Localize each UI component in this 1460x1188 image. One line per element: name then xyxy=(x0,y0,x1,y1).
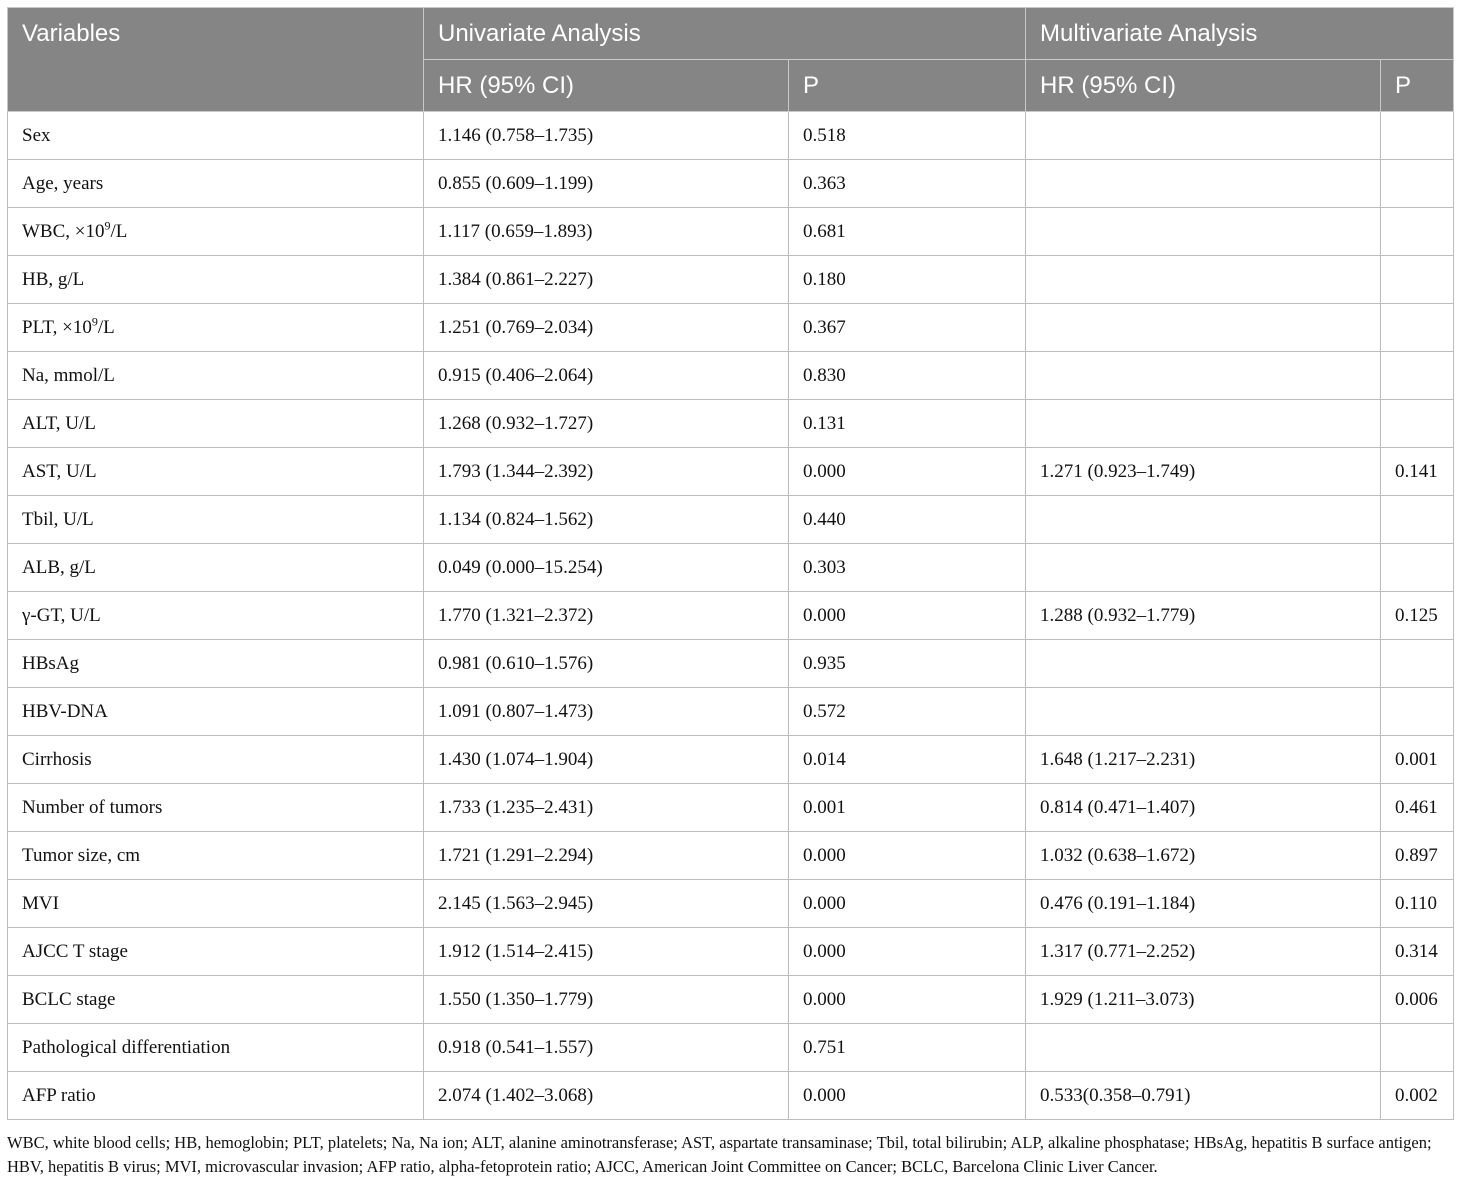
cell-univariate-hr: 1.912 (1.514–2.415) xyxy=(424,928,789,976)
table-body xyxy=(8,112,1454,1120)
cell-univariate-p: 0.000 xyxy=(789,928,1026,976)
cell-univariate-hr: 1.251 (0.769–2.034) xyxy=(424,304,789,352)
cell-multivariate-p xyxy=(1381,496,1454,544)
cell-variable xyxy=(8,112,424,160)
table-row xyxy=(8,880,1454,928)
cell-multivariate-p: 0.125 xyxy=(1381,592,1454,640)
cell-univariate-p: 0.367 xyxy=(789,304,1026,352)
cell-variable xyxy=(8,160,424,208)
cell-univariate-p: 0.518 xyxy=(789,112,1026,160)
cell-multivariate-hr xyxy=(1026,400,1381,448)
cell-multivariate-hr xyxy=(1026,112,1381,160)
cell-multivariate-hr: 0.533(0.358–0.791) xyxy=(1026,1072,1381,1120)
table-row xyxy=(8,1072,1454,1120)
cell-univariate-hr: 1.146 (0.758–1.735) xyxy=(424,112,789,160)
cell-multivariate-hr: 1.929 (1.211–3.073) xyxy=(1026,976,1381,1024)
variable-label: AST, U/L xyxy=(22,460,97,482)
cell-univariate-hr: 1.770 (1.321–2.372) xyxy=(424,592,789,640)
cell-multivariate-hr: 1.032 (0.638–1.672) xyxy=(1026,832,1381,880)
variable-label: HB, g/L xyxy=(22,268,85,290)
variable-label: Tbil, U/L xyxy=(22,508,94,530)
cell-univariate-hr: 1.384 (0.861–2.227) xyxy=(424,256,789,304)
cell-univariate-p: 0.000 xyxy=(789,1072,1026,1120)
cell-multivariate-hr: 1.317 (0.771–2.252) xyxy=(1026,928,1381,976)
variable-label: PLT, ×10 xyxy=(22,316,92,338)
cell-multivariate-p: 0.314 xyxy=(1381,928,1454,976)
cell-multivariate-hr xyxy=(1026,256,1381,304)
variable-superscript: 9 xyxy=(91,314,98,329)
table-row xyxy=(8,832,1454,880)
variable-label: Cirrhosis xyxy=(22,748,92,770)
variable-label: BCLC stage xyxy=(22,988,116,1010)
cell-multivariate-p: 0.002 xyxy=(1381,1072,1454,1120)
cell-univariate-p: 0.014 xyxy=(789,736,1026,784)
cell-multivariate-p xyxy=(1381,304,1454,352)
header-row-top xyxy=(8,8,1454,60)
variable-label: γ-GT, U/L xyxy=(22,604,101,626)
cell-variable xyxy=(8,304,424,352)
table-header xyxy=(8,8,1454,112)
cell-univariate-p: 0.000 xyxy=(789,976,1026,1024)
cell-variable xyxy=(8,496,424,544)
cell-multivariate-p: 0.897 xyxy=(1381,832,1454,880)
table-row xyxy=(8,928,1454,976)
cell-variable xyxy=(8,448,424,496)
table-row xyxy=(8,304,1454,352)
cell-variable xyxy=(8,352,424,400)
cell-univariate-p: 0.681 xyxy=(789,208,1026,256)
cell-multivariate-p xyxy=(1381,256,1454,304)
cell-univariate-hr: 1.733 (1.235–2.431) xyxy=(424,784,789,832)
cell-multivariate-hr xyxy=(1026,1024,1381,1072)
cell-univariate-hr: 1.268 (0.932–1.727) xyxy=(424,400,789,448)
cell-multivariate-hr xyxy=(1026,304,1381,352)
cell-multivariate-hr xyxy=(1026,544,1381,592)
cell-univariate-p: 0.440 xyxy=(789,496,1026,544)
variable-unit-suffix: /L xyxy=(97,316,115,338)
cell-multivariate-p xyxy=(1381,640,1454,688)
cell-variable xyxy=(8,832,424,880)
cell-multivariate-hr: 1.271 (0.923–1.749) xyxy=(1026,448,1381,496)
table-row xyxy=(8,784,1454,832)
cell-multivariate-p xyxy=(1381,112,1454,160)
cell-univariate-hr: 0.855 (0.609–1.199) xyxy=(424,160,789,208)
cell-univariate-hr: 1.550 (1.350–1.779) xyxy=(424,976,789,1024)
cell-univariate-p: 0.000 xyxy=(789,448,1026,496)
cell-multivariate-hr: 1.288 (0.932–1.779) xyxy=(1026,592,1381,640)
cell-univariate-p: 0.303 xyxy=(789,544,1026,592)
cell-variable xyxy=(8,784,424,832)
cell-univariate-hr: 0.049 (0.000–15.254) xyxy=(424,544,789,592)
variable-label: Tumor size, cm xyxy=(22,844,141,866)
cell-variable xyxy=(8,1024,424,1072)
table-container xyxy=(7,7,1453,1120)
cell-univariate-hr: 2.145 (1.563–2.945) xyxy=(424,880,789,928)
variable-label: Na, mmol/L xyxy=(22,364,115,386)
table-row xyxy=(8,112,1454,160)
cell-variable xyxy=(8,976,424,1024)
table-row xyxy=(8,448,1454,496)
table-row xyxy=(8,544,1454,592)
cell-multivariate-p xyxy=(1381,352,1454,400)
cell-multivariate-p: 0.141 xyxy=(1381,448,1454,496)
cell-multivariate-p: 0.006 xyxy=(1381,976,1454,1024)
cell-multivariate-p xyxy=(1381,688,1454,736)
cell-variable xyxy=(8,592,424,640)
variable-unit-suffix: /L xyxy=(110,220,128,242)
cell-univariate-hr: 0.915 (0.406–2.064) xyxy=(424,352,789,400)
cell-univariate-hr: 1.134 (0.824–1.562) xyxy=(424,496,789,544)
variable-label: Age, years xyxy=(22,172,104,194)
cell-multivariate-p xyxy=(1381,400,1454,448)
cell-multivariate-p: 0.110 xyxy=(1381,880,1454,928)
cell-multivariate-p: 0.461 xyxy=(1381,784,1454,832)
table-footnote: WBC, white blood cells; HB, hemoglobin; PLT, platelets; Na, Na ion; ALT, alanine aminotransferase; AST, aspartate transaminase; Tbil, total bilirubin; ALP, alkaline phosphatase; HBsAg, hepatitis B surface antigen; HBV, hepatitis B virus; MVI, microvascular invasion; AFP ratio, alpha-fetoprotein ratio; AJCC, American Joint Committee on Cancer; BCLC, Barcelona Clinic Liver Cancer. xyxy=(7,1133,1432,1176)
variable-label: WBC, ×10 xyxy=(22,220,105,242)
cell-multivariate-hr: 1.648 (1.217–2.231) xyxy=(1026,736,1381,784)
cell-univariate-hr: 2.074 (1.402–3.068) xyxy=(424,1072,789,1120)
cell-univariate-p: 0.572 xyxy=(789,688,1026,736)
variable-label: Number of tumors xyxy=(22,796,163,818)
cell-multivariate-hr xyxy=(1026,352,1381,400)
header-multi-hr: HR (95% CI) xyxy=(1026,60,1381,112)
cell-univariate-p: 0.000 xyxy=(789,880,1026,928)
cell-variable xyxy=(8,1072,424,1120)
cell-univariate-p: 0.363 xyxy=(789,160,1026,208)
cell-univariate-hr: 0.981 (0.610–1.576) xyxy=(424,640,789,688)
cell-variable xyxy=(8,544,424,592)
cell-multivariate-p xyxy=(1381,544,1454,592)
header-uni-p: P xyxy=(789,60,1026,112)
table-row xyxy=(8,688,1454,736)
header-uni-hr: HR (95% CI) xyxy=(424,60,789,112)
cell-variable xyxy=(8,640,424,688)
variable-label: HBsAg xyxy=(22,652,80,674)
cell-variable xyxy=(8,400,424,448)
table-row xyxy=(8,736,1454,784)
cell-univariate-p: 0.001 xyxy=(789,784,1026,832)
cell-multivariate-p xyxy=(1381,1024,1454,1072)
cell-variable xyxy=(8,208,424,256)
cell-univariate-hr: 1.793 (1.344–2.392) xyxy=(424,448,789,496)
cell-multivariate-p xyxy=(1381,208,1454,256)
table-row xyxy=(8,1024,1454,1072)
table-row xyxy=(8,592,1454,640)
variable-label: HBV-DNA xyxy=(22,700,108,722)
cell-univariate-hr: 0.918 (0.541–1.557) xyxy=(424,1024,789,1072)
header-multi-p: P xyxy=(1381,60,1454,112)
cell-multivariate-p: 0.001 xyxy=(1381,736,1454,784)
cell-univariate-hr: 1.721 (1.291–2.294) xyxy=(424,832,789,880)
cell-multivariate-hr xyxy=(1026,496,1381,544)
variable-superscript: 9 xyxy=(104,218,111,233)
variable-label: ALT, U/L xyxy=(22,412,96,434)
cell-univariate-p: 0.000 xyxy=(789,832,1026,880)
variable-label: AJCC T stage xyxy=(22,940,128,962)
variable-label: Sex xyxy=(22,124,51,146)
cell-univariate-hr: 1.117 (0.659–1.893) xyxy=(424,208,789,256)
cell-univariate-p: 0.830 xyxy=(789,352,1026,400)
cell-variable xyxy=(8,736,424,784)
cell-univariate-hr: 1.091 (0.807–1.473) xyxy=(424,688,789,736)
table-row xyxy=(8,256,1454,304)
table-row xyxy=(8,640,1454,688)
cell-variable xyxy=(8,256,424,304)
cell-variable xyxy=(8,928,424,976)
cell-variable xyxy=(8,688,424,736)
cell-multivariate-hr xyxy=(1026,208,1381,256)
header-univariate: Univariate Analysis xyxy=(424,8,1026,60)
variable-label: Pathological differentiation xyxy=(22,1036,231,1058)
cell-multivariate-hr xyxy=(1026,640,1381,688)
cell-univariate-hr: 1.430 (1.074–1.904) xyxy=(424,736,789,784)
table-row xyxy=(8,208,1454,256)
table-row xyxy=(8,160,1454,208)
cell-multivariate-hr xyxy=(1026,688,1381,736)
cell-univariate-p: 0.751 xyxy=(789,1024,1026,1072)
header-variables: Variables xyxy=(8,8,424,112)
table-row xyxy=(8,976,1454,1024)
cell-univariate-p: 0.180 xyxy=(789,256,1026,304)
cell-univariate-p: 0.935 xyxy=(789,640,1026,688)
variable-label: ALB, g/L xyxy=(22,556,96,578)
cell-multivariate-p xyxy=(1381,160,1454,208)
cell-variable xyxy=(8,880,424,928)
cell-univariate-p: 0.131 xyxy=(789,400,1026,448)
cell-multivariate-hr: 0.814 (0.471–1.407) xyxy=(1026,784,1381,832)
header-multivariate: Multivariate Analysis xyxy=(1026,8,1454,60)
cell-multivariate-hr xyxy=(1026,160,1381,208)
table-row xyxy=(8,352,1454,400)
variable-label: MVI xyxy=(22,892,59,914)
cell-univariate-p: 0.000 xyxy=(789,592,1026,640)
table-row xyxy=(8,496,1454,544)
variable-label: AFP ratio xyxy=(22,1084,96,1106)
cell-multivariate-hr: 0.476 (0.191–1.184) xyxy=(1026,880,1381,928)
table-row xyxy=(8,400,1454,448)
cox-regression-table xyxy=(7,7,1454,1120)
